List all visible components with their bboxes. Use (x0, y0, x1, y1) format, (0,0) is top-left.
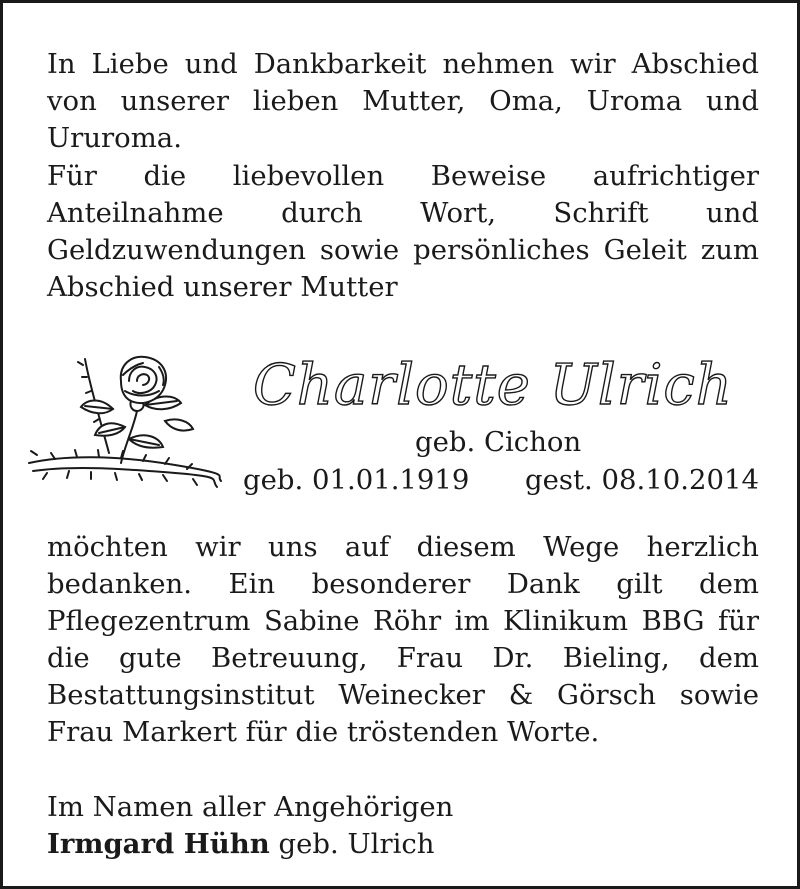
rose-icon (25, 351, 225, 501)
intro-paragraph: In Liebe und Dankbarkeit nehmen wir Abschied von unserer lieben Mutter, Oma, Uroma und Ururoma. (47, 48, 759, 154)
deceased-name: Charlotte Ulrich (253, 353, 733, 418)
signer-name: Irmgard Hühn (47, 828, 270, 860)
closing-paragraph: möchten wir uns auf diesem Wege herzlich bedanken. Ein besonderer Dank gilt dem Pflegezentrum Sabine Röhr im Klinikum BBG für die gute Betreuung, Frau Dr. Bieling, dem Bestattungsinstitut Weinecker & Görsch sowie Frau Markert für die tröstenden Worte. (47, 531, 759, 748)
maiden-name: geb. Cichon (415, 426, 582, 458)
death-date: gest. 08.10.2014 (525, 464, 759, 496)
signature-block (47, 789, 453, 863)
thanks-paragraph: Für die liebevollen Beweise aufrichtiger Anteilnahme durch Wort, Schrift und Geldzuwendungen sowie persönliches Geleit zum Abschied unserer Mutter (47, 160, 759, 303)
signature-intro: Im Namen aller Angehörigen (47, 791, 454, 823)
signer-line (47, 826, 453, 863)
birth-date: geb. 01.01.1919 (243, 464, 470, 496)
signer-maiden: geb. Ulrich (278, 828, 435, 860)
